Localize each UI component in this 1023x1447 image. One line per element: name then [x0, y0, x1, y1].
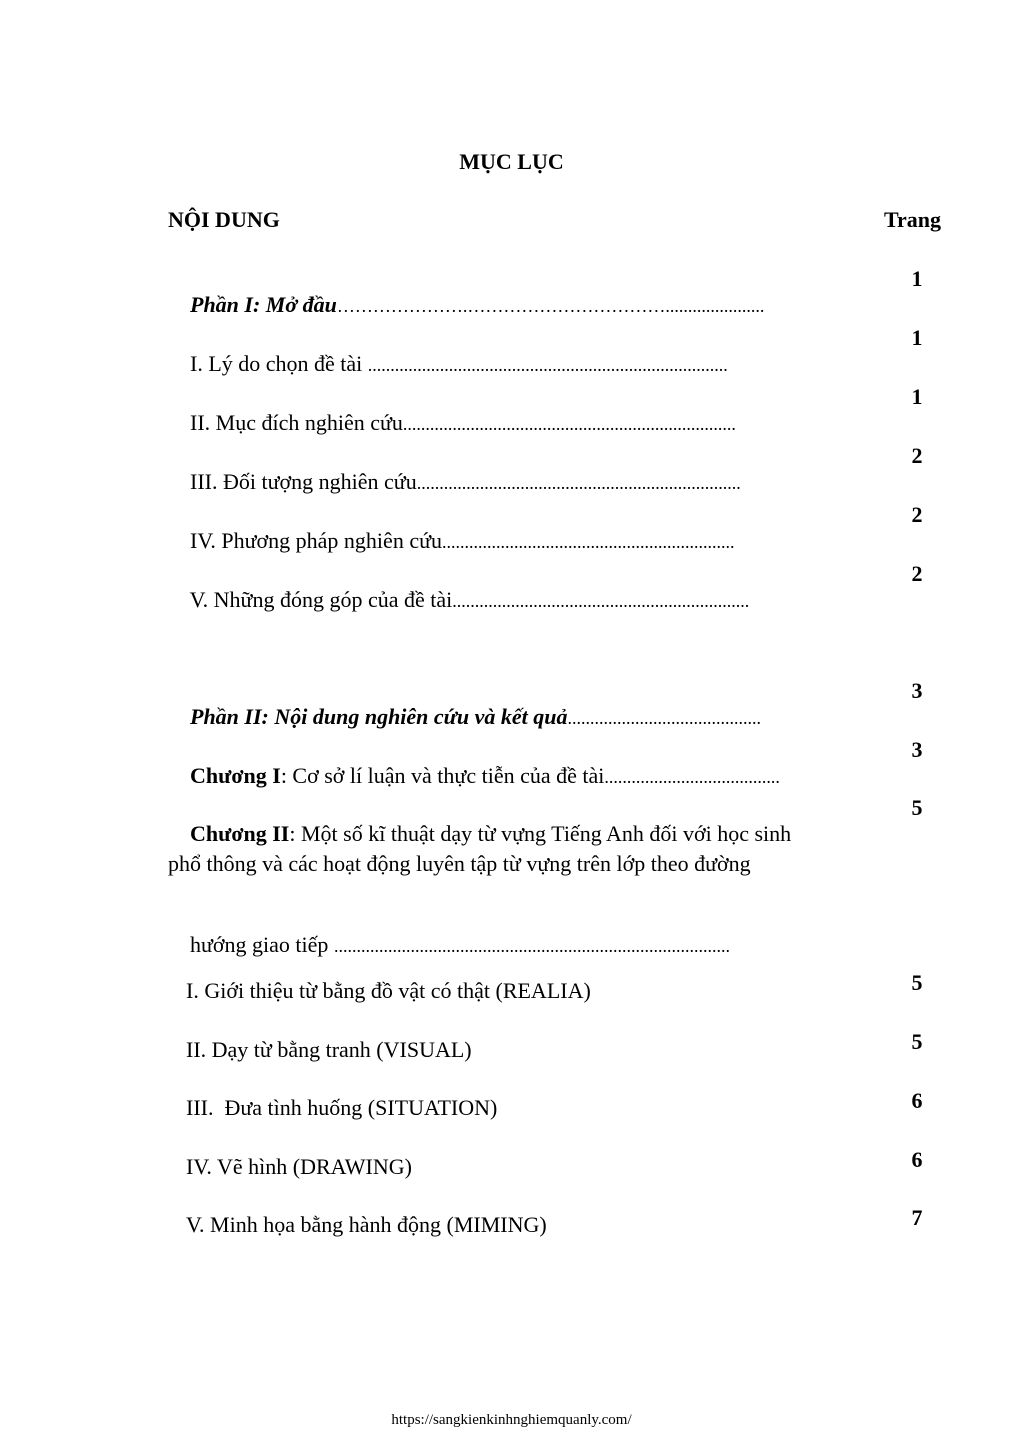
toc-entry-label: IV. Phương pháp nghiên cứu	[190, 528, 443, 553]
toc-page-number: 2	[911, 561, 923, 586]
content-column-header: NỘI DUNG	[168, 207, 280, 232]
toc-subentry: III. Đưa tình huống (SITUATION)	[186, 1095, 498, 1120]
toc-entry-label: : Một số kĩ thuật dạy từ vựng Tiếng Anh đối với học sinh	[289, 821, 792, 846]
toc-entry	[168, 561, 749, 640]
toc-entry-label: Phần I: Mở đầu	[190, 292, 337, 317]
toc-page-number: 1	[911, 384, 923, 409]
toc-subentry: IV. Vẽ hình (DRAWING)	[186, 1154, 412, 1179]
toc-subentry: I. Giới thiệu từ bằng đồ vật có thật (REALIA)	[186, 978, 591, 1003]
toc-entry-label: II. Mục đích nghiên cứu	[190, 410, 403, 435]
toc-leader-dots: .......................................	[604, 767, 780, 787]
page-column-header: Trang	[884, 207, 942, 232]
toc-page-number: 5	[911, 1029, 923, 1054]
toc-leader-dots: ………………….……………………………......................	[336, 296, 765, 316]
chapter-prefix: Chương II	[190, 821, 290, 846]
toc-page-number: 1	[911, 266, 923, 291]
footer-url: https://sangkienkinhnghiemquanly.com/	[391, 1412, 632, 1428]
toc-leader-dots: .................................................................	[442, 532, 735, 552]
toc-leader-dots: ..................................................................	[452, 591, 750, 611]
toc-page-number: 6	[911, 1147, 923, 1172]
toc-leader-dots: ........................................................................................	[333, 936, 730, 956]
toc-page-number: 2	[911, 502, 923, 527]
toc-entry-continuation: phổ thông và các hoạt động luyên tập từ vựng trên lớp theo đường	[168, 851, 751, 876]
page-title: MỤC LỤC	[459, 149, 564, 174]
toc-subentry: II. Dạy từ bằng tranh (VISUAL)	[186, 1037, 472, 1062]
toc-entry-label: III. Đối tượng nghiên cứu	[190, 469, 417, 494]
toc-leader-dots: ........................................................................	[416, 473, 741, 493]
toc-entry-label: : Cơ sở lí luận và thực tiễn của đề tài	[280, 763, 605, 788]
toc-entry-label: I. Lý do chọn đề tài	[190, 351, 368, 376]
toc-entry-label: hướng giao tiếp	[190, 932, 334, 957]
toc-subentry: V. Minh họa bằng hành động (MIMING)	[186, 1212, 547, 1237]
toc-page-number: 1	[911, 325, 923, 350]
toc-page-number: 3	[911, 678, 923, 703]
toc-page-number: 3	[911, 737, 923, 762]
toc-page-number: 6	[911, 1088, 923, 1113]
toc-page-number: 5	[911, 795, 923, 820]
toc-entry-label: V. Những đóng góp của đề tài	[189, 587, 453, 612]
toc-leader-dots: ................................................................................	[367, 355, 728, 375]
toc-page-number: 7	[911, 1205, 923, 1230]
toc-page-number: 2	[911, 443, 923, 468]
toc-entry-label: Phần II: Nội dung nghiên cứu và kết quả	[190, 704, 568, 729]
toc-entry-continuation	[168, 906, 730, 985]
toc-page-number: 5	[911, 970, 923, 995]
chapter-prefix: Chương I	[190, 763, 281, 788]
toc-leader-dots: ...........................................	[567, 708, 761, 728]
toc-leader-dots: ..........................................................................	[402, 414, 736, 434]
